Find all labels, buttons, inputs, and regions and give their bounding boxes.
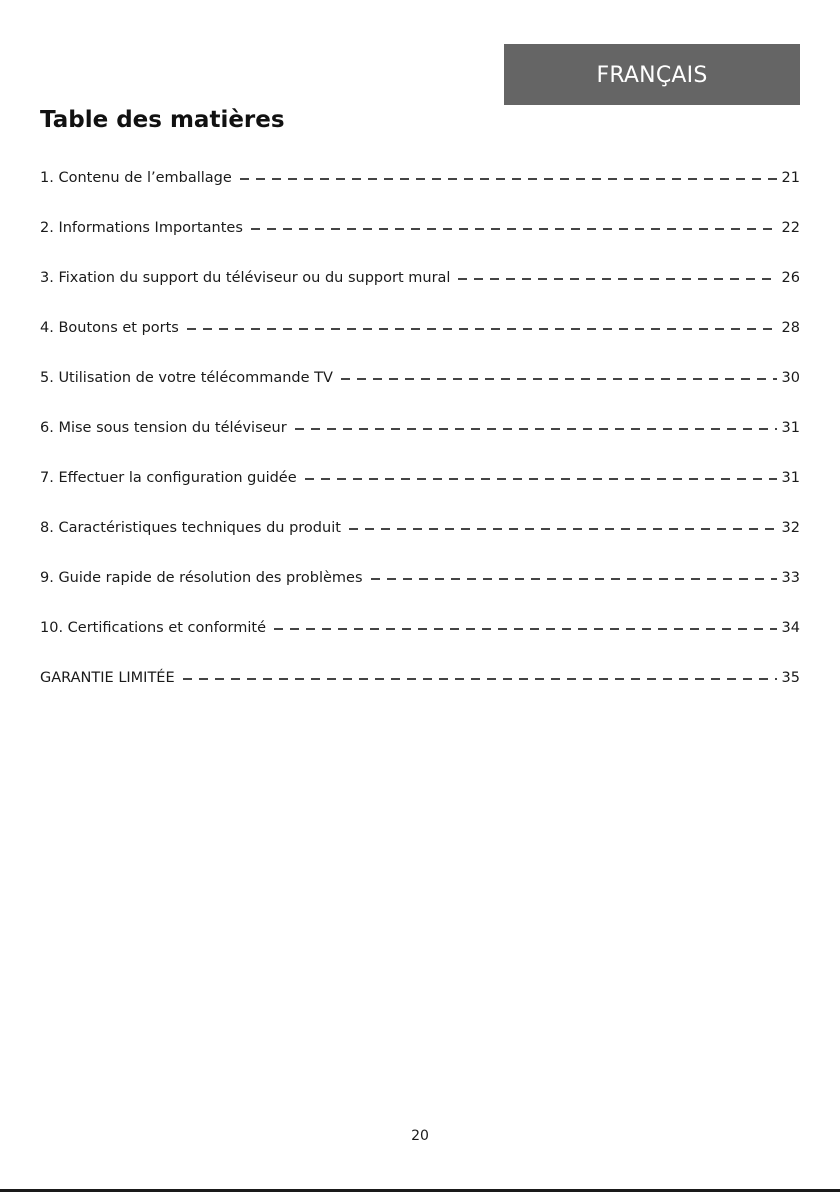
toc-dot-leader [341, 378, 777, 380]
toc-entry-label: 4. Boutons et ports [40, 320, 179, 336]
toc-entry-label: 7. Effectuer la configuration guidée [40, 470, 297, 486]
toc-entry-label: 1. Contenu de l’emballage [40, 170, 232, 186]
toc-entry-page: 30 [781, 370, 800, 386]
toc-entry[interactable] [40, 665, 800, 715]
toc-entry-label: 9. Guide rapide de résolution des problèmes [40, 570, 363, 586]
toc-entry-label: 10. Certifications et conformité [40, 620, 267, 636]
toc-entry[interactable] [40, 615, 800, 665]
toc-entry-page: 34 [781, 620, 800, 636]
toc-entry-label: 6. Mise sous tension du téléviseur [40, 420, 287, 436]
toc-entry[interactable] [40, 165, 800, 215]
toc-dot-leader [240, 178, 777, 180]
page-number: 20 [411, 1128, 429, 1144]
toc-dot-leader [305, 478, 777, 480]
toc-entry[interactable] [40, 515, 800, 565]
toc-entry-label: 3. Fixation du support du téléviseur ou du support mural [40, 270, 451, 286]
toc-dot-leader [251, 228, 777, 230]
toc-dot-leader [274, 628, 777, 630]
toc-entry[interactable] [40, 565, 800, 615]
toc-entry[interactable] [40, 365, 800, 415]
toc-entry-label: GARANTIE LIMITÉE [40, 670, 175, 686]
toc-dot-leader [295, 428, 777, 430]
toc-entry-page: 31 [781, 470, 800, 486]
toc-entry[interactable] [40, 465, 800, 515]
toc-entry[interactable] [40, 415, 800, 465]
toc-dot-leader [349, 528, 777, 530]
toc-entry[interactable] [40, 315, 800, 365]
toc-entry-page: 22 [781, 220, 800, 236]
toc-entry-label: 8. Caractéristiques techniques du produit [40, 520, 341, 536]
toc-entry-label: 5. Utilisation de votre télécommande TV [40, 370, 333, 386]
toc-entry[interactable] [40, 215, 800, 265]
toc-entry[interactable] [40, 265, 800, 315]
language-tab: FRANÇAIS [504, 44, 800, 105]
page-title: Table des matières [40, 107, 285, 133]
toc-entry-label: 2. Informations Importantes [40, 220, 243, 236]
toc-dot-leader [458, 278, 776, 280]
toc-entry-page: 35 [781, 670, 800, 686]
toc-entry-page: 28 [781, 320, 800, 336]
toc-entry-page: 31 [781, 420, 800, 436]
toc-dot-leader [187, 328, 777, 330]
toc-entry-page: 32 [781, 520, 800, 536]
toc-entry-page: 26 [781, 270, 800, 286]
toc-dot-leader [371, 578, 777, 580]
table-of-contents [40, 165, 800, 715]
toc-entry-page: 33 [781, 570, 800, 586]
toc-entry-page: 21 [781, 170, 800, 186]
toc-dot-leader [183, 678, 777, 680]
